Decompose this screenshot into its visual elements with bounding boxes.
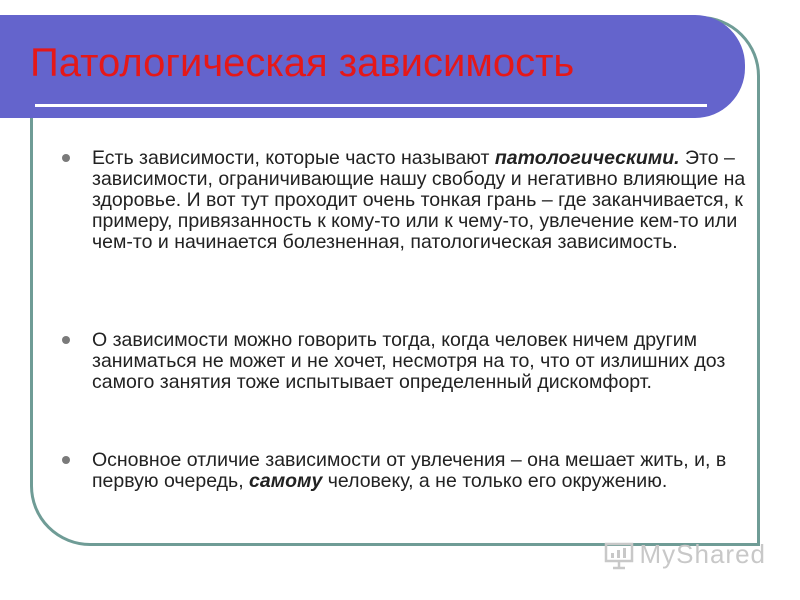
watermark-text: MyShared [639, 539, 766, 569]
bullet-text: Есть зависимости, которые часто называют [92, 147, 495, 169]
bullet-item [62, 148, 772, 253]
bullet-emphasis: патологическими. [494, 147, 680, 169]
bullet-emphasis: самому [249, 470, 323, 492]
slide-title: Патологическая зависимость [30, 41, 575, 85]
bullet-text: человеку, а не только его окружению. [322, 470, 668, 492]
bullet-dot-icon [62, 336, 70, 344]
bullet-dot-icon [62, 456, 70, 464]
bullet-text: Это – зависимости, ограничивающие нашу свободу и негативно влияющие на здоровье. И вот тут проходит очень тонкая грань – где заканчивается, к примеру, привязанность к кому-то или к чему-то, увлечение кем-то или чем-то и начинается болезненная, патологическая зависимость. [92, 147, 746, 253]
bullet-text: Основное отличие зависимости от увлечения – она мешает жить, и, в первую очередь, [92, 449, 727, 492]
bullet-item [62, 450, 772, 492]
presentation-board-icon [604, 542, 634, 568]
bullet-item [62, 330, 772, 393]
bullet-dot-icon [62, 154, 70, 162]
bullet-text: О зависимости можно говорить тогда, когда человек ничем другим заниматься не может и не хочет, несмотря на то, что от излишних доз самого занятия тоже испытывает определенный дискомфорт. [92, 329, 726, 393]
title-underline [35, 104, 707, 107]
watermark [604, 539, 767, 570]
